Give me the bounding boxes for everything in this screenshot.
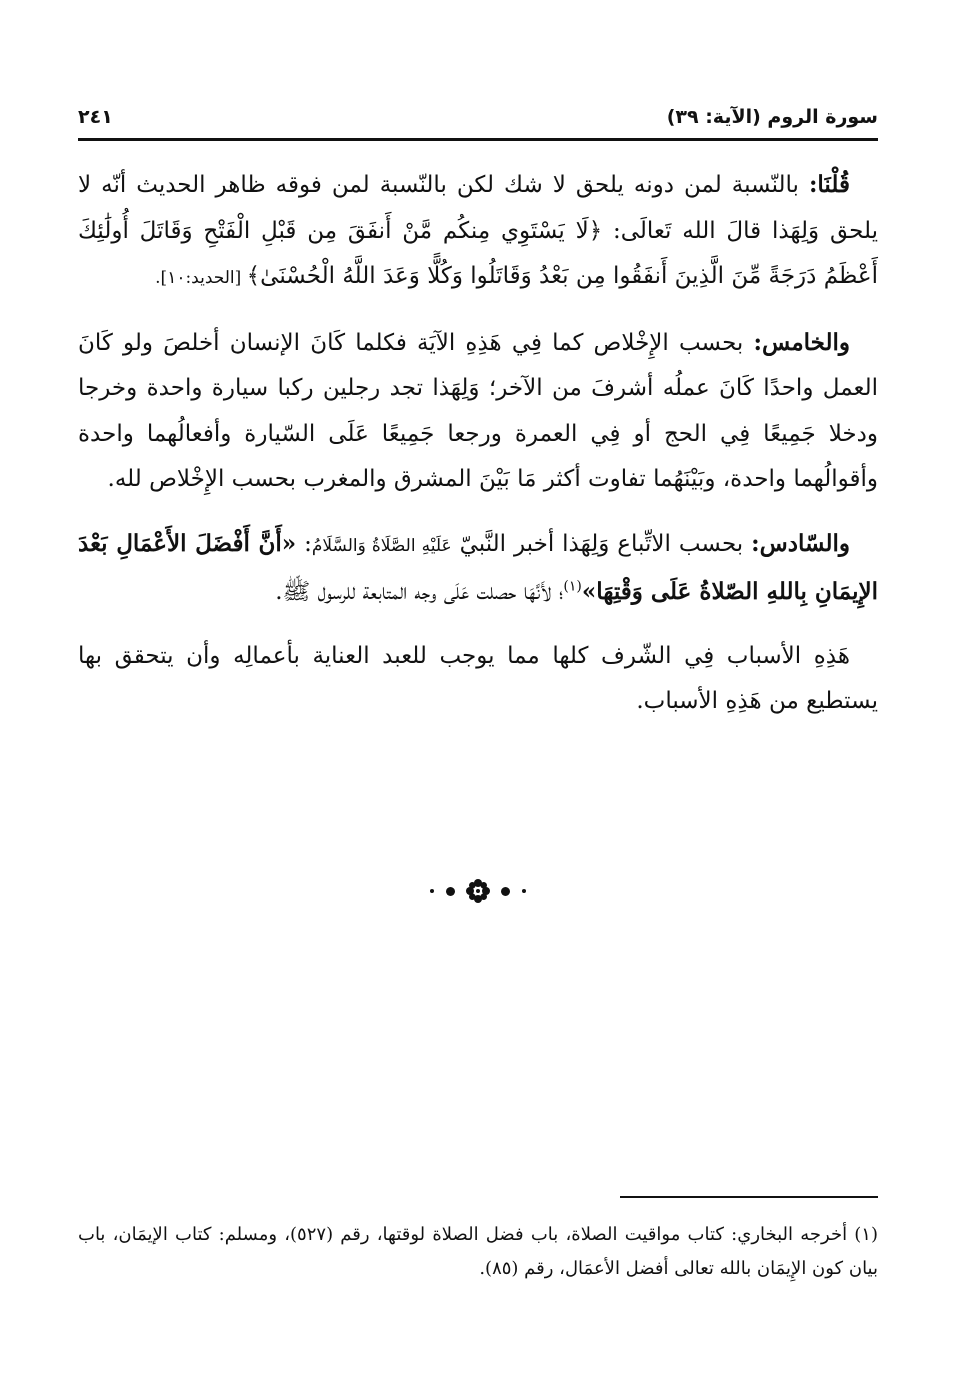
paragraph-lead: والخامس: [753, 328, 850, 356]
paragraph-lead: قُلْنَا: [808, 171, 850, 198]
floral-rosette-icon [465, 878, 491, 904]
paragraph-qulna [78, 162, 878, 302]
paragraph-text: بحسب الإِخْلاص كما فِي هَذِهِ الآيَة فكلما كَانَ الإنسان أخلصَ ولو كَانَ العمل واحدًا كَانَ عملُه أشرفَ من الآخر؛ وَلِهَذا تجد رجلين ركبا سيارة واحدة وخرجا ودخلا جَمِيعًا فِي الحج أو فِي العمرة ورجعا جَمِيعًا عَلَى السّيارة وأفعالُهما واحدة وأقوالُهما واحدة، وبَيْنَهُما تفاوت أكثر مَا بَيْنَ المشرق والمغرب بحسب الإِخْلاص لله. [78, 329, 878, 492]
paragraph-text: بالنّسبة لمن دونه يلحق لا شك لكن بالنّسبة لمن فوقه ظاهر الحديث أنّه لا يلحق وَلِهَذا قالَ الله تَعالَى: [78, 172, 878, 244]
running-header [78, 100, 878, 134]
paragraph-text: هَذِهِ الأسباب فِي الشّرف كلها مما يوجب للعبد العناية بأعمالِه وأن يتحقق بها يستطيع من هَذِهِ الأسباب. [78, 642, 878, 714]
paragraph-text: بحسب الاتِّباع وَلِهَذا أخبر النَّبيّ [451, 530, 752, 557]
ornament-dot-large [446, 887, 455, 896]
page-number: ٢٤١ [78, 106, 113, 128]
ornament-dot-small [430, 889, 434, 893]
salawat-phrase: عَلَيْهِ الصَّلَاةُ وَالسَّلَامُ [311, 535, 452, 556]
paragraph-text: : [296, 530, 312, 557]
surah-title: سورة الروم (الآية: ٣٩) [666, 106, 878, 128]
ornament-dot-small [522, 889, 526, 893]
paragraph-lead: والسّادس: [751, 529, 850, 557]
section-ornament [408, 876, 548, 906]
verse-reference: [الحديد:١٠]. [155, 268, 247, 288]
header-divider [78, 138, 878, 141]
paragraph-sixth [78, 521, 878, 616]
footnote-text: (١) أخرجه البخاري: كتاب مواقيت الصلاة، باب فضل الصلاة لوقتها، رقم (٥٢٧)، ومسلم: كتاب الإيمَان، باب بيان كون الإِيمَان بالله تعالى أفضل الأعمَال، رقم (٨٥). [78, 1224, 878, 1279]
paragraph-fifth [78, 320, 878, 503]
footnote [78, 1218, 878, 1286]
footnote-marker[interactable]: (١) [563, 578, 582, 595]
paragraph-text: ؛ لأَنَّهَا حصلت عَلَى وجه المتابعة للرسول ﷺ. [275, 579, 564, 605]
main-text [78, 162, 878, 743]
hadith-quote: «أَنَّ أَفْضَلَ الأَعْمَالِ بَعْدَ الإِيمَانِ بِاللهِ الصّلاةُ عَلَى وَقْتِهَا» [78, 529, 878, 605]
ornament-dot-large [501, 887, 510, 896]
quran-verse: ﴿لَا يَسْتَوِي مِنكُم مَّنْ أَنفَقَ مِن قَبْلِ الْفَتْحِ وَقَاتَلَ أُولَٰئِكَ أَعْظَمُ دَرَجَةً مِّنَ الَّذِينَ أَنفَقُوا مِن بَعْدُ وَقَاتَلُوا وَكُلًّا وَعَدَ اللَّهُ الْحُسْنَىٰ﴾ [78, 217, 878, 289]
paragraph-conclusion [78, 634, 878, 725]
footnote-divider [620, 1196, 878, 1198]
